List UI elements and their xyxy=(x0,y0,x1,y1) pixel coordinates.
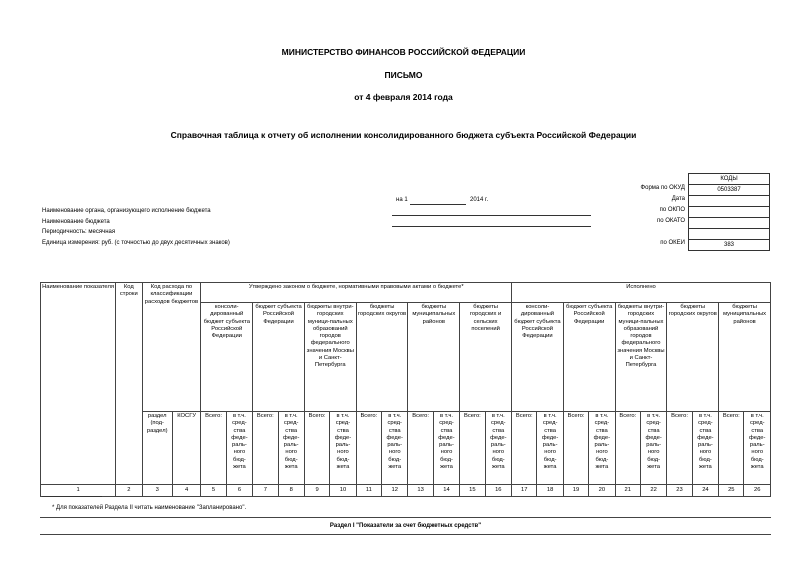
codes-box xyxy=(688,173,770,251)
section-heading-box xyxy=(40,517,771,535)
col-class-header: Код расхода по классификации расходов бюджетов xyxy=(142,283,201,412)
col-number: 4 xyxy=(172,485,200,497)
col-number: 21 xyxy=(615,485,640,497)
executed-subgroup-header: бюджет субъекта Российской Федерации xyxy=(563,303,615,412)
organ-line xyxy=(392,215,591,216)
total-header: Всего: xyxy=(719,412,744,485)
code-label-okud: Форма по ОКУД xyxy=(640,185,685,191)
approved-subgroup-header: бюджеты внутри-городских муници-пальных образований городов федерального значения Москвы и Санкт-Петербурга xyxy=(304,303,356,412)
col-number: 18 xyxy=(537,485,563,497)
report-table xyxy=(40,282,771,497)
code-label-okei: по ОКЕИ xyxy=(660,240,685,246)
doc-title: Справочная таблица к отчету об исполнении консолидированного бюджета субъекта Российской Федерации xyxy=(170,130,637,140)
col-number: 19 xyxy=(563,485,588,497)
incl-header: в т.ч. сред-ства феде-раль-ного бюд-жета xyxy=(278,412,304,485)
date-line-suffix: 2014 г. xyxy=(470,197,489,203)
total-header: Всего: xyxy=(253,412,278,485)
col-number: 3 xyxy=(142,485,172,497)
doc-date-heading: от 4 февраля 2014 года xyxy=(354,92,453,102)
col-number: 7 xyxy=(253,485,278,497)
col-number: 5 xyxy=(201,485,226,497)
total-header: Всего: xyxy=(201,412,226,485)
incl-header: в т.ч. сред-ства феде-раль-ного бюд-жета xyxy=(382,412,408,485)
budget-line xyxy=(392,226,591,227)
code-value-okei: 383 xyxy=(723,242,734,248)
footnote-divider xyxy=(42,496,102,497)
total-header: Всего: xyxy=(460,412,485,485)
incl-header: в т.ч. сред-ства феде-раль-ного бюд-жета xyxy=(485,412,511,485)
col-number: 1 xyxy=(41,485,116,497)
col-number: 26 xyxy=(744,485,771,497)
budget-label: Наименование бюджета xyxy=(42,219,110,225)
col-number: 24 xyxy=(692,485,718,497)
total-header: Всего: xyxy=(356,412,381,485)
group-executed-header: Исполнено xyxy=(512,283,771,303)
col-number: 25 xyxy=(719,485,744,497)
periodicity-label: Периодичность: месячная xyxy=(42,229,116,235)
section-heading: Раздел I "Показатели за счет бюджетных средств" xyxy=(329,523,482,529)
code-value-okpo xyxy=(689,207,769,218)
col-number: 17 xyxy=(512,485,537,497)
incl-header: в т.ч. сред-ства феде-раль-ного бюд-жета xyxy=(589,412,615,485)
incl-header: в т.ч. сред-ства феде-раль-ного бюд-жета xyxy=(692,412,718,485)
code-label-okato: по ОКАТО xyxy=(656,218,685,224)
col-number: 10 xyxy=(330,485,356,497)
total-header: Всего: xyxy=(667,412,692,485)
code-value-date xyxy=(689,196,769,207)
executed-subgroup-header: бюджеты внутри-городских муници-пальных образований городов федерального значения Москвы и Санкт-Петербурга xyxy=(615,303,667,412)
sub-razdel-header: раздел (под-раздел) xyxy=(142,412,172,485)
doc-type-heading: ПИСЬМО xyxy=(384,70,423,80)
executed-subgroup-header: бюджеты городских округов xyxy=(667,303,719,412)
col-number: 14 xyxy=(433,485,459,497)
code-value-okud: 0503387 xyxy=(689,185,769,196)
total-header: Всего: xyxy=(563,412,588,485)
sub-kosgu-header: КОСГУ xyxy=(172,412,200,485)
col-number: 2 xyxy=(116,485,142,497)
col-number: 16 xyxy=(485,485,511,497)
approved-subgroup-header: бюджеты городских и сельских поселений xyxy=(460,303,512,412)
incl-header: в т.ч. сред-ства феде-раль-ного бюд-жета xyxy=(537,412,563,485)
executed-subgroup-header: консоли-дированный бюджет субъекта Российской Федерации xyxy=(512,303,564,412)
ministry-heading: МИНИСТЕРСТВО ФИНАНСОВ РОССИЙСКОЙ ФЕДЕРАЦИИ xyxy=(281,47,526,57)
code-value-okato xyxy=(689,218,769,229)
date-line xyxy=(410,204,466,205)
approved-subgroup-header: бюджет субъекта Российской Федерации xyxy=(253,303,305,412)
incl-header: в т.ч. сред-ства феде-раль-ного бюд-жета xyxy=(226,412,252,485)
col-number: 15 xyxy=(460,485,485,497)
date-line-prefix: на 1 xyxy=(396,197,408,203)
col-number: 13 xyxy=(408,485,433,497)
code-value-empty xyxy=(689,229,769,240)
approved-subgroup-header: консоли-дированный бюджет субъекта Российской Федерации xyxy=(201,303,253,412)
col-name-header: Наименование показателя xyxy=(41,283,116,485)
organ-label: Наименование органа, организующего исполнение бюджета xyxy=(42,208,211,214)
code-label-okpo: по ОКПО xyxy=(659,207,685,213)
col-number: 9 xyxy=(304,485,329,497)
col-number: 8 xyxy=(278,485,304,497)
incl-header: в т.ч. сред-ства феде-раль-ного бюд-жета xyxy=(330,412,356,485)
group-approved-header: Утверждено законом о бюджете, нормативными правовыми актами о бюджете* xyxy=(201,283,512,303)
col-code-header: Код строки xyxy=(116,283,142,485)
executed-subgroup-header: бюджеты муниципальных районов xyxy=(719,303,771,412)
col-number: 11 xyxy=(356,485,381,497)
total-header: Всего: xyxy=(304,412,329,485)
incl-header: в т.ч. сред-ства феде-раль-ного бюд-жета xyxy=(433,412,459,485)
incl-header: в т.ч. сред-ства феде-раль-ного бюд-жета xyxy=(744,412,771,485)
col-number: 20 xyxy=(589,485,615,497)
approved-subgroup-header: бюджеты муниципальных районов xyxy=(408,303,460,412)
incl-header: в т.ч. сред-ства феде-раль-ного бюд-жета xyxy=(640,412,666,485)
code-label-date: Дата xyxy=(671,196,685,202)
codes-heading: КОДЫ xyxy=(689,174,769,185)
footnote: * Для показателей Раздела II читать наименование "Запланировано". xyxy=(52,505,247,511)
unit-label: Единица измерения: руб. (с точностью до двух десятичных знаков) xyxy=(42,240,230,246)
approved-subgroup-header: бюджеты городских округов xyxy=(356,303,408,412)
col-number: 23 xyxy=(667,485,692,497)
total-header: Всего: xyxy=(615,412,640,485)
total-header: Всего: xyxy=(512,412,537,485)
total-header: Всего: xyxy=(408,412,433,485)
col-number: 12 xyxy=(382,485,408,497)
col-number: 6 xyxy=(226,485,252,497)
col-number: 22 xyxy=(640,485,666,497)
